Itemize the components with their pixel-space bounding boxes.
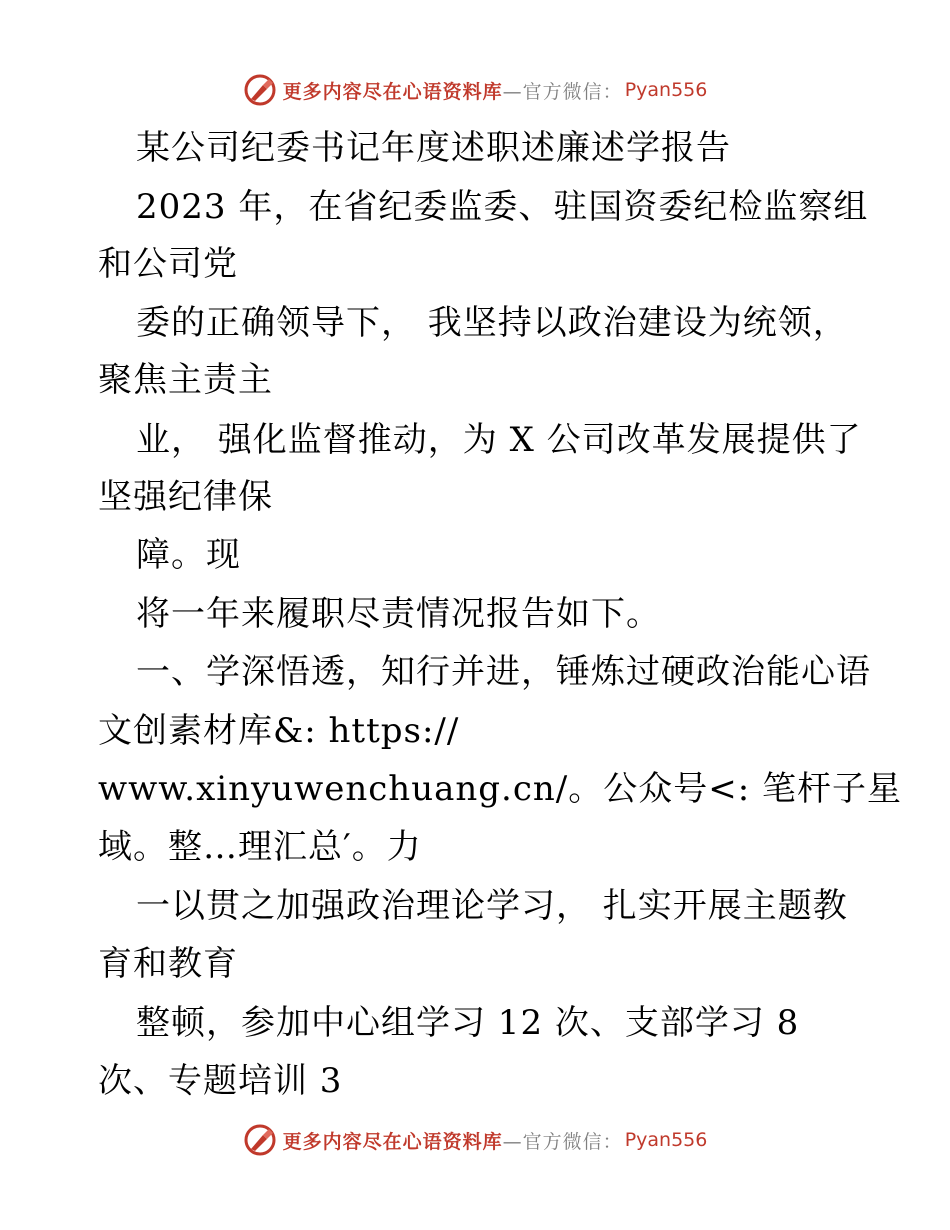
paragraph-line: www.xinyuwenchuang.cn/。公众号<: 笔杆子星	[98, 769, 902, 809]
paragraph-line: 业， 强化监督推动，为 X 公司改革发展提供了	[136, 420, 862, 460]
paragraph-line: 文创素材库&: https://	[98, 711, 460, 751]
document-title: 某公司纪委书记年度述职述廉述学报告	[136, 128, 731, 168]
paragraph-line: 整顿，参加中心组学习 12 次、支部学习 8	[136, 1003, 800, 1043]
paragraph-line: 和公司党	[98, 244, 238, 284]
banner-wechat-id: Pyan556	[624, 1129, 708, 1151]
paragraph-line: 将一年来履职尽责情况报告如下。	[136, 594, 661, 634]
paragraph-line: 次、专题培训 3	[98, 1061, 343, 1101]
paragraph-line: 聚焦主责主	[98, 360, 273, 400]
pen-logo-icon	[243, 1123, 277, 1157]
footer-watermark-banner	[0, 1120, 950, 1160]
paragraph-line: 障。现	[136, 535, 241, 575]
header-watermark-banner	[0, 70, 950, 110]
banner-main-text: 更多内容尽在心语资料库	[282, 80, 503, 103]
banner-sub-text: —官方微信：	[502, 1130, 623, 1153]
banner-sub-text: —官方微信：	[502, 80, 623, 103]
paragraph-line: 一以贯之加强政治理论学习， 扎实开展主题教	[136, 886, 848, 926]
banner-wechat-id: Pyan556	[624, 79, 708, 101]
pen-logo-icon	[243, 73, 277, 107]
paragraph-line: 坚强纪律保	[98, 477, 273, 517]
paragraph-line: 2023 年，在省纪委监委、驻国资委纪检监察组	[136, 187, 869, 227]
section-heading-line: 一、学深悟透，知行并进，锤炼过硬政治能心语	[136, 652, 871, 692]
paragraph-line: 委的正确领导下， 我坚持以政治建设为统领，	[136, 303, 848, 343]
paragraph-line: 域。整…理汇总′。力	[98, 827, 422, 867]
paragraph-line: 育和教育	[98, 944, 238, 984]
banner-main-text: 更多内容尽在心语资料库	[282, 1130, 503, 1153]
